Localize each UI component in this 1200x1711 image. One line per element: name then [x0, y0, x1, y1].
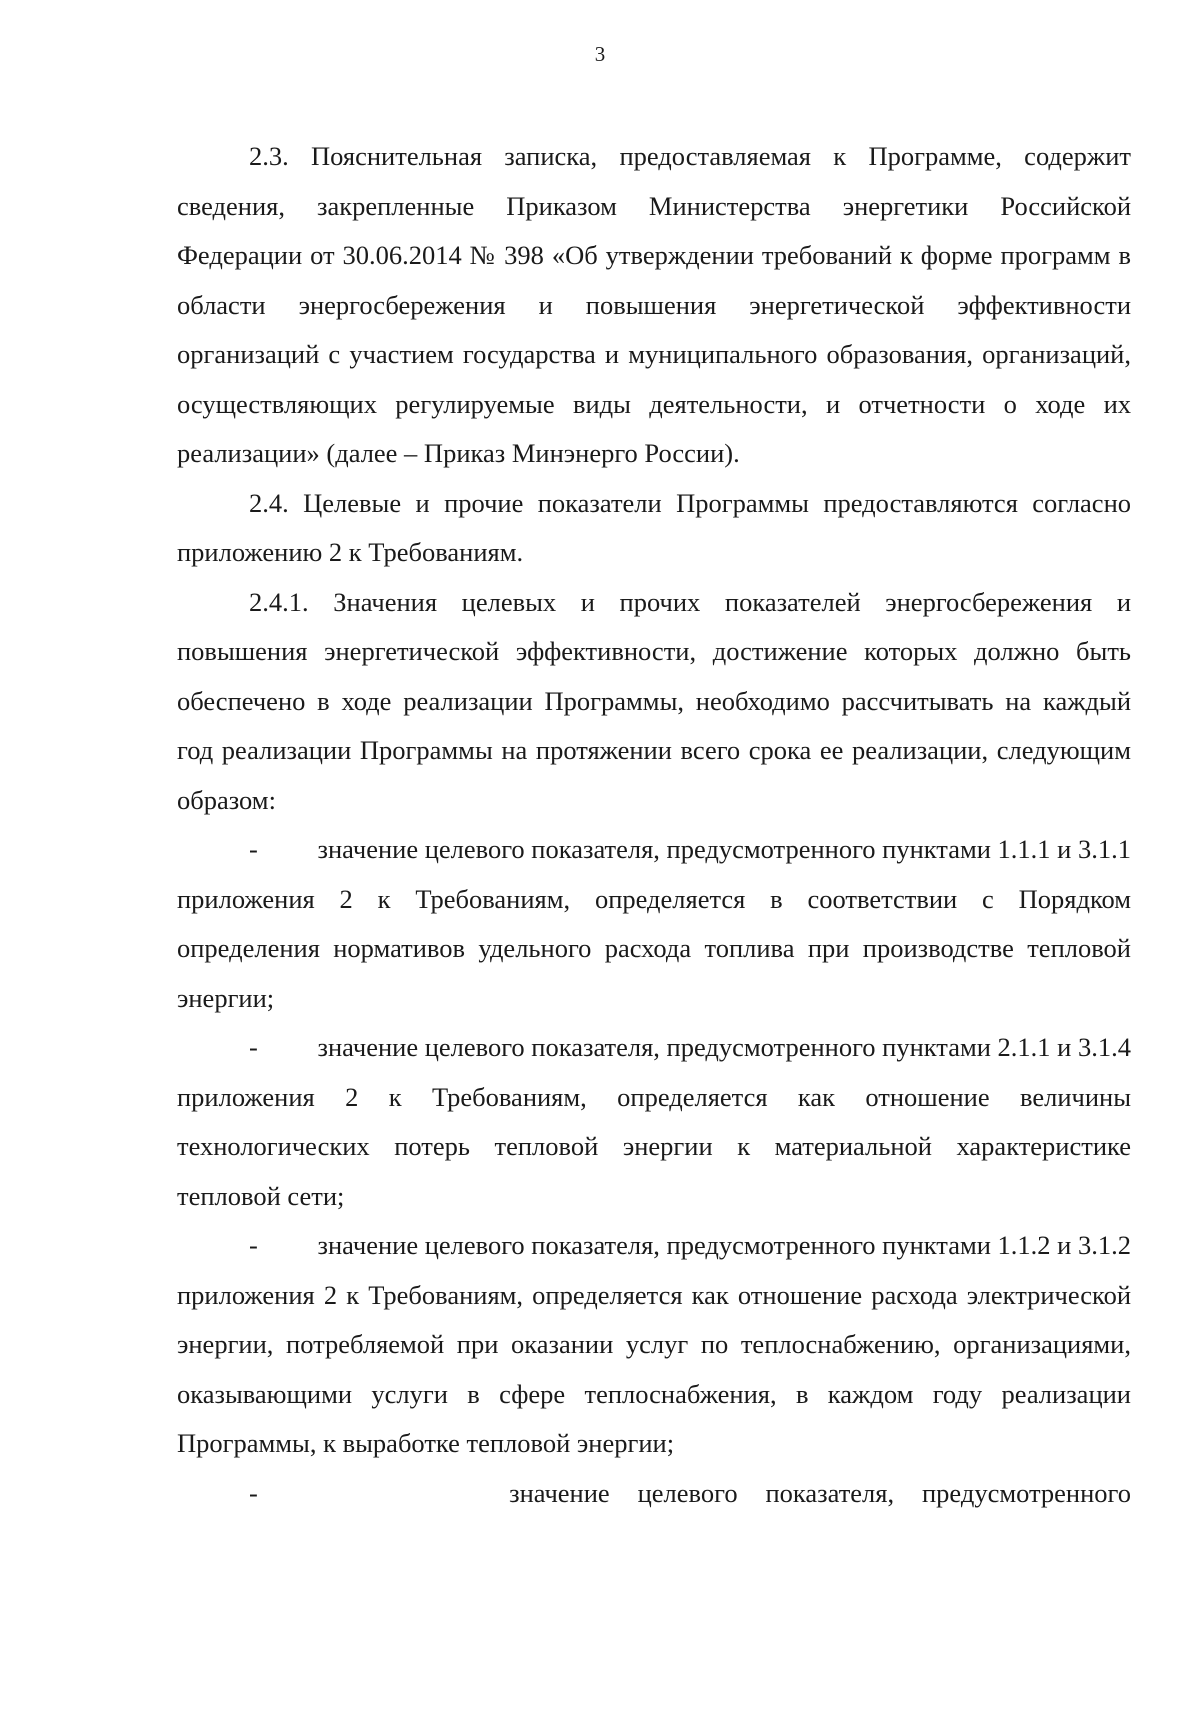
bullet-item-1: - значение целевого показателя, предусмотренного пунктами 1.1.1 и 3.1.1 приложения 2 к Требованиям, определяется в соответствии с Порядком определения нормативов удельного расхода топлива при производстве тепловой энергии; [177, 834, 1131, 1013]
page-number: 3 [594, 42, 606, 66]
bullet-item-3: - значение целевого показателя, предусмотренного пунктами 1.1.2 и 3.1.2 приложения 2 к Требованиям, определяется как отношение расхода электрической энергии, потребляемой при оказании услуг по теплоснабжению, организациями, оказывающими услуги в сфере теплоснабжения, в каждом году реализации Программы, к выработке тепловой энергии; [177, 1230, 1131, 1458]
paragraph-2-4-1: 2.4.1. Значения целевых и прочих показателей энергосбережения и повышения энергетической эффективности, достижение которых должно быть обеспечено в ходе реализации Программы, необходимо рассчитывать на каждый год реализации Программы на протяжении всего срока ее реализации, следующим образом: [177, 586, 1131, 815]
document-body [177, 132, 1131, 1518]
bullet-item-2: - значение целевого показателя, предусмотренного пунктами 2.1.1 и 3.1.4 приложения 2 к Требованиям, определяется как отношение величины технологических потерь тепловой энергии к материальной характеристике тепловой сети; [177, 1032, 1131, 1211]
bullet-item-4: - значение целевого показателя, предусмотренного [249, 1477, 1131, 1508]
paragraph-2-3: 2.3. Пояснительная записка, предоставляемая к Программе, содержит сведения, закрепленные Приказом Министерства энергетики Российской Федерации от 30.06.2014 № 398 «Об утверждении требований к форме программ в области энергосбережения и повышения энергетической эффективности организаций с участием государства и муниципального образования, организаций, осуществляющих регулируемые виды деятельности, и отчетности о ходе их реализации» (далее – Приказ Минэнерго России). [177, 141, 1131, 468]
paragraph-2-4: 2.4. Целевые и прочие показатели Программы предоставляются согласно приложению 2 к Требованиям. [177, 487, 1131, 567]
